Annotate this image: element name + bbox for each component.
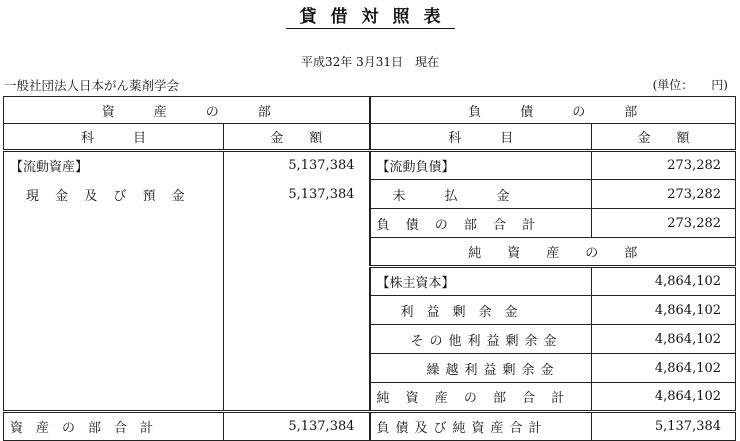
- unit-label: (単位： 円): [652, 78, 728, 92]
- assets-total-amount: 5,137,384: [224, 412, 370, 441]
- other-retained-earnings-label: その他利益剰余金: [370, 325, 592, 354]
- current-assets-amount: 5,137,384: [224, 151, 370, 180]
- other-retained-earnings-amount: 4,864,102: [592, 325, 736, 354]
- report-date: 平成32年 3月31日 現在: [301, 55, 439, 69]
- carried-earnings-label: 繰越利益剰余金: [370, 354, 592, 383]
- balance-sheet-table: [3, 96, 736, 441]
- assets-total-label: 資 産 の 部 合 計: [4, 412, 224, 441]
- equity-amount: 4,864,102: [592, 267, 736, 296]
- assets-section-header: 資 産 の 部: [4, 97, 370, 124]
- assets-account-header: 科 目: [4, 124, 224, 151]
- assets-amount-header: 金 額: [224, 124, 370, 151]
- net-assets-total-amount: 4,864,102: [592, 383, 736, 412]
- net-assets-total-label: 純 資 産 の 部 合 計: [370, 383, 592, 412]
- document-title: 貸借対照表: [0, 2, 740, 27]
- retained-earnings-label: 利 益 剰 余 金: [370, 296, 592, 325]
- accrued-amount: 273,282: [592, 180, 736, 209]
- liabilities-amount-header: 金 額: [592, 124, 736, 151]
- cash-amount: 5,137,384: [224, 180, 370, 209]
- liabilities-total-amount: 273,282: [592, 209, 736, 238]
- current-liabilities-label: 【流動負債】: [370, 151, 592, 180]
- retained-earnings-amount: 4,864,102: [592, 296, 736, 325]
- equity-label: 【株主資本】: [370, 267, 592, 296]
- carried-earnings-amount: 4,864,102: [592, 354, 736, 383]
- grand-total-label: 負債及び純資産合計: [370, 412, 592, 441]
- liabilities-total-label: 負 債 の 部 合 計: [370, 209, 592, 238]
- current-assets-label: 【流動資産】: [4, 151, 224, 180]
- organization-name: 一般社団法人日本がん薬剤学会: [4, 78, 180, 93]
- liabilities-section-header: 負 債 の 部: [370, 97, 736, 124]
- net-assets-section-header: 純 資 産 の 部: [370, 238, 736, 267]
- accrued-label: 未 払 金: [370, 180, 592, 209]
- liabilities-account-header: 科 目: [370, 124, 592, 151]
- current-liabilities-amount: 273,282: [592, 151, 736, 180]
- cash-label: 現 金 及 び 預 金: [4, 180, 224, 209]
- grand-total-amount: 5,137,384: [592, 412, 736, 441]
